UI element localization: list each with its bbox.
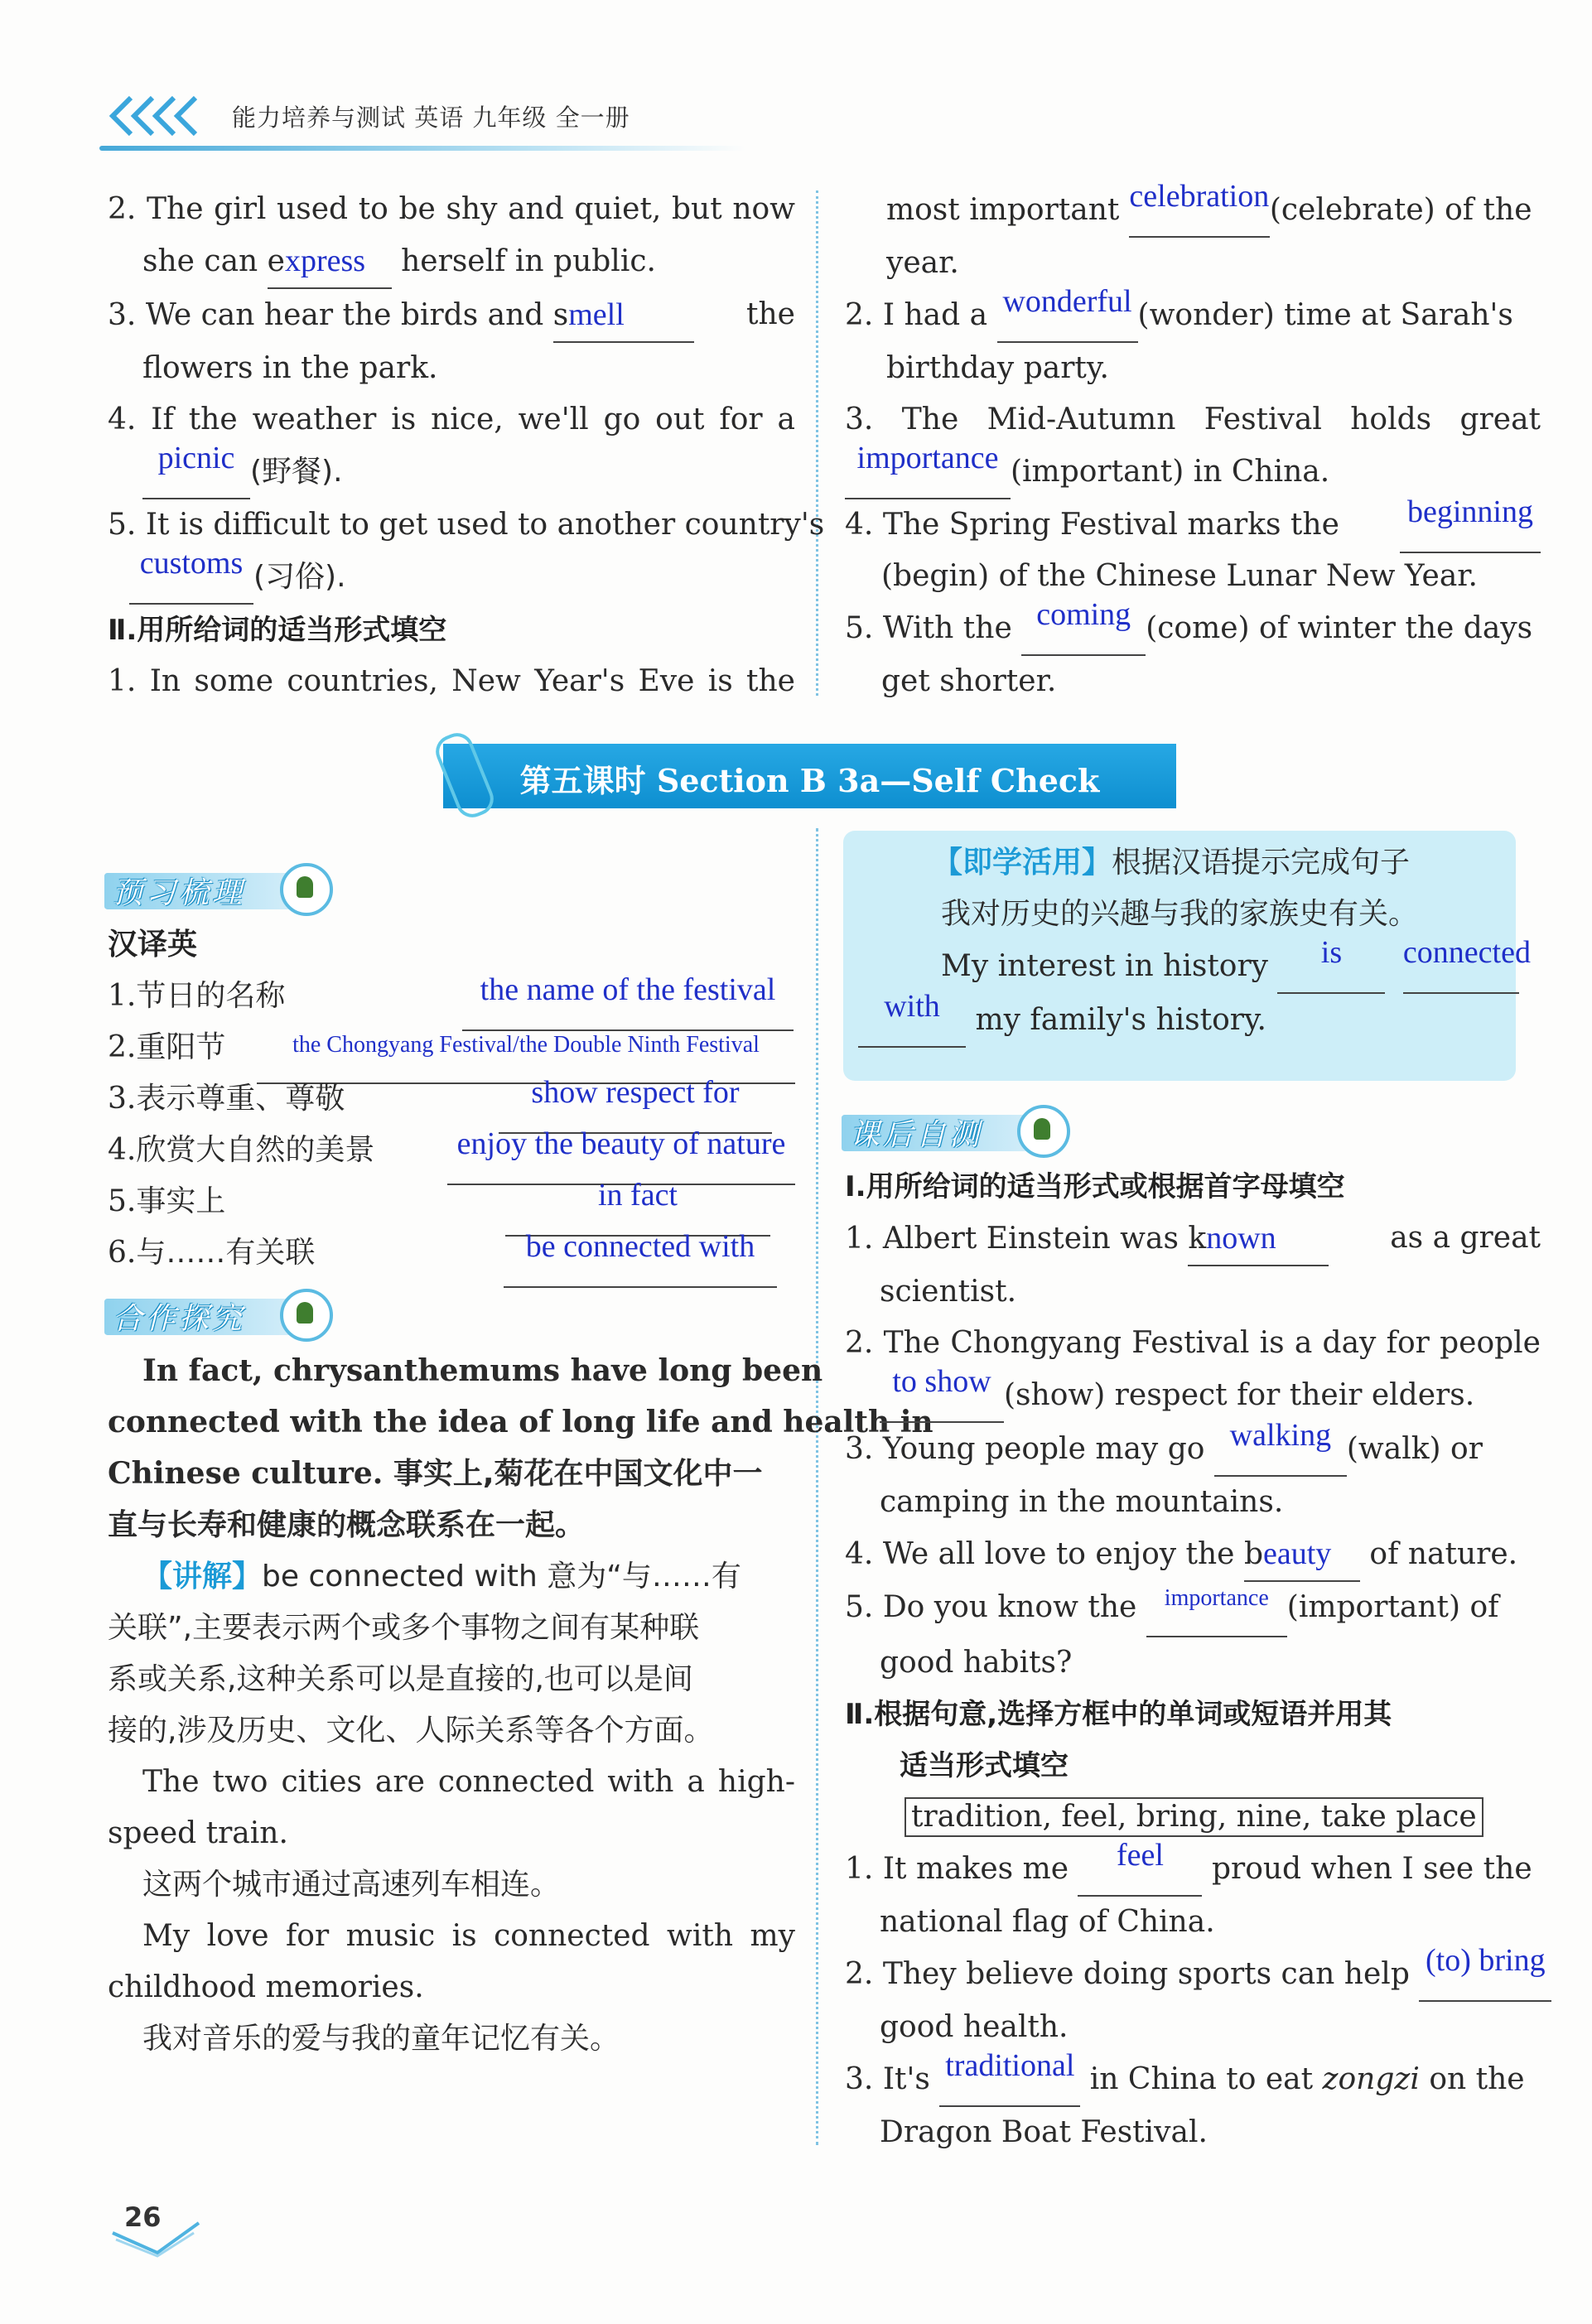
r5-line1: 5. With the coming (come) of winter the days xyxy=(845,602,1541,656)
lesson-banner xyxy=(443,744,1176,808)
s2-q1-line1: 1. In some countries, New Year's Eve is the xyxy=(108,664,795,698)
r1-line1: most important celebration(celebrate) of the xyxy=(845,184,1541,238)
st1-q3-blank[interactable]: walking xyxy=(1214,1423,1347,1477)
tr-item-1: 1.节日的名称 the name of the festival xyxy=(108,971,795,1022)
tag-preview: 预习梳理 xyxy=(104,861,795,916)
apply-instruction: 【即学活用】根据汉语提示完成句子 xyxy=(933,846,1411,880)
tr-blank-4[interactable]: enjoy the beauty of nature xyxy=(447,1131,795,1185)
r2-line2: birthday party. xyxy=(886,351,1109,385)
q2-line1: 2. The girl used to be shy and quiet, but now xyxy=(108,192,795,226)
apply-blank-1[interactable]: is xyxy=(1277,940,1385,994)
st2-q1-line2: national flag of China. xyxy=(880,1905,1215,1939)
st2-q2-blank[interactable]: (to) bring xyxy=(1419,1948,1551,2002)
plant-icon xyxy=(1017,1105,1070,1158)
st1-q1-blank[interactable]: known xyxy=(1188,1213,1329,1266)
st2-q2-line1: 2. They believe doing sports can help (to) bring xyxy=(845,1948,1541,2002)
st1-q3-line1: 3. Young people may go walking (walk) or xyxy=(845,1423,1541,1477)
apply-en-a: My interest in history is connected xyxy=(858,940,1504,994)
r3-line1: 3. The Mid-Autumn Festival holds great xyxy=(845,403,1541,436)
section2-heading: Ⅱ.用所给词的适当形式填空 xyxy=(108,614,447,647)
tr-blank-5[interactable]: in fact xyxy=(505,1183,770,1237)
explore-line3: Chinese culture. 事实上,菊花在中国文化中一 xyxy=(108,1456,763,1491)
ex2-cn: 我对音乐的爱与我的童年记忆有关。 xyxy=(142,2022,620,2056)
r5-line2: get shorter. xyxy=(881,664,1057,698)
chevrons-icon xyxy=(106,94,214,137)
tr-blank-2[interactable]: the Chongyang Festival/the Double Ninth Festival xyxy=(257,1029,795,1084)
st2-q3-line2: Dragon Boat Festival. xyxy=(880,2115,1208,2149)
st1-q4-line1: 4. We all love to enjoy the beauty of nature. xyxy=(845,1528,1541,1582)
translate-heading: 汉译英 xyxy=(108,928,198,962)
tr-item-6: 6.与……有关联 be connected with xyxy=(108,1227,795,1279)
page-header xyxy=(99,89,762,156)
st1-q1-line1: 1. Albert Einstein was known as a great xyxy=(845,1213,1541,1266)
page-number: 26 xyxy=(124,2201,162,2233)
st1-q2-blank[interactable]: to show xyxy=(880,1369,1004,1423)
explore-line2: connected with the idea of long life and health in xyxy=(108,1405,933,1439)
column-divider-bottom xyxy=(816,828,818,2145)
r4-blank[interactable]: beginning xyxy=(1400,499,1541,553)
q3-line1: 3. We can hear the birds and smell the xyxy=(108,289,795,343)
tr-item-4: 4.欣赏大自然的美景 enjoy the beauty of nature xyxy=(108,1125,795,1176)
tr-blank-3[interactable]: show respect for xyxy=(499,1080,772,1134)
header-title: 能力培养与测试 英语 九年级 全一册 xyxy=(232,104,630,132)
note-line4: 接的,涉及历史、文化、人际关系等各个方面。 xyxy=(108,1714,714,1748)
apply-cn: 我对历史的兴趣与我的家族史有关。 xyxy=(941,897,1419,931)
top-left-column xyxy=(108,184,825,707)
tag-cooperate: 合作探究 xyxy=(104,1287,795,1342)
ex1-en-a: The two cities are connected with a high- xyxy=(142,1765,795,1799)
selftest-s2-heading-a: Ⅱ.根据句意,选择方框中的单词或短语并用其 xyxy=(845,1698,1392,1731)
r4-line1: 4. The Spring Festival marks the beginning xyxy=(845,499,1541,551)
bottom-right-column xyxy=(845,1095,1546,2158)
tr-item-2: 2.重阳节 $^{the Chongyang Festival/the Double Ninth Festival}$ xyxy=(108,1022,795,1073)
q5-blank[interactable]: customs xyxy=(129,551,253,605)
ex1-cn: 这两个城市通过高速列车相连。 xyxy=(142,1868,561,1902)
apply-blank-2[interactable]: connected xyxy=(1403,940,1519,994)
r1-blank[interactable]: celebration xyxy=(1129,184,1270,238)
q3-line2: flowers in the park. xyxy=(142,351,438,385)
selftest-s2-heading-b: 适当形式填空 xyxy=(900,1749,1069,1782)
word-box: tradition, feel, bring, nine, take place xyxy=(905,1797,1483,1837)
st1-q4-blank[interactable]: beauty xyxy=(1244,1528,1360,1582)
st1-q5-line1: 5. Do you know the $^{importance}$ (important) of xyxy=(845,1582,1541,1637)
ex1-en-b: speed train. xyxy=(108,1816,288,1850)
q5-line1: 5. It is difficult to get used to another country's xyxy=(108,508,825,542)
top-right-column xyxy=(845,179,1541,707)
q4-line1: 4. If the weather is nice, we'll go out for a xyxy=(108,403,795,436)
st2-q3-line1: 3. It's traditional in China to eat zongzi on the xyxy=(845,2053,1541,2107)
st2-q1-line1: 1. It makes me feel proud when I see the xyxy=(845,1843,1541,1897)
st1-q2-line1: 2. The Chongyang Festival is a day for people xyxy=(845,1326,1541,1360)
r3-blank[interactable]: importance xyxy=(845,446,1011,499)
tr-item-3: 3.表示尊重、尊敬 show respect for xyxy=(108,1073,795,1125)
q4-blank[interactable]: picnic xyxy=(142,446,250,499)
apply-blank-3[interactable]: with xyxy=(858,994,966,1048)
r5-blank[interactable]: coming xyxy=(1021,602,1146,656)
note-line2: 关联”,主要表示两个或多个事物之间有某种联 xyxy=(108,1611,700,1645)
tr-blank-6[interactable]: be connected with xyxy=(504,1234,777,1288)
r2-line1: 2. I had a wonderful (wonder) time at Sarah's xyxy=(845,289,1541,343)
explore-line4: 直与长寿和健康的概念联系在一起。 xyxy=(108,1508,586,1542)
q3-blank[interactable]: smell xyxy=(553,289,694,343)
plant-icon xyxy=(280,1289,333,1342)
note-line1: 【讲解】be connected with 意为“与……有 xyxy=(142,1560,741,1594)
r3-line2: importance (important) in China. xyxy=(845,446,1541,499)
header-rule xyxy=(99,146,745,151)
apply-box xyxy=(843,831,1531,1081)
st1-q5-line2: good habits? xyxy=(880,1646,1073,1680)
st1-q5-blank[interactable]: importance xyxy=(1146,1582,1287,1637)
st1-q3-line2: camping in the mountains. xyxy=(880,1485,1284,1519)
note-line3: 系或关系,这种关系可以是直接的,也可以是间 xyxy=(108,1662,693,1696)
q2-line2: she can express herself in public. xyxy=(108,235,795,289)
tr-blank-1[interactable]: the name of the festival xyxy=(462,977,794,1031)
st1-q2-line2: to show (show) respect for their elders. xyxy=(845,1369,1541,1423)
wordbox-line xyxy=(845,1791,1541,1843)
q4-line2: picnic (野餐). xyxy=(108,446,795,499)
tag-selftest: 课后自测 xyxy=(842,1103,1541,1158)
r4-line2: (begin) of the Chinese Lunar New Year. xyxy=(881,559,1478,593)
q5-line2: customs (习俗). xyxy=(108,551,795,605)
r1-line2: year. xyxy=(886,246,959,280)
apply-en-b: with my family's history. xyxy=(858,994,1504,1048)
st2-q3-blank[interactable]: traditional xyxy=(939,2053,1080,2107)
r2-blank[interactable]: wonderful xyxy=(997,289,1138,343)
selftest-s1-heading: Ⅰ.用所给词的适当形式或根据首字母填空 xyxy=(845,1170,1345,1203)
ex2-en-b: childhood memories. xyxy=(108,1970,424,2004)
st2-q2-line2: good health. xyxy=(880,2010,1069,2044)
plant-icon xyxy=(280,863,333,916)
column-divider-top xyxy=(816,190,818,696)
explore-line1: In fact, chrysanthemums have long been xyxy=(142,1353,823,1388)
st2-q1-blank[interactable]: feel xyxy=(1078,1843,1202,1897)
q2-blank[interactable]: express xyxy=(268,235,392,289)
lesson-title: 第五课时 Section B 3a—Self Check xyxy=(519,762,1100,799)
st1-q1-line2: scientist. xyxy=(880,1275,1017,1309)
ex2-en-a: My love for music is connected with my xyxy=(142,1919,795,1953)
tr-item-5: 5.事实上 in fact xyxy=(108,1176,795,1227)
